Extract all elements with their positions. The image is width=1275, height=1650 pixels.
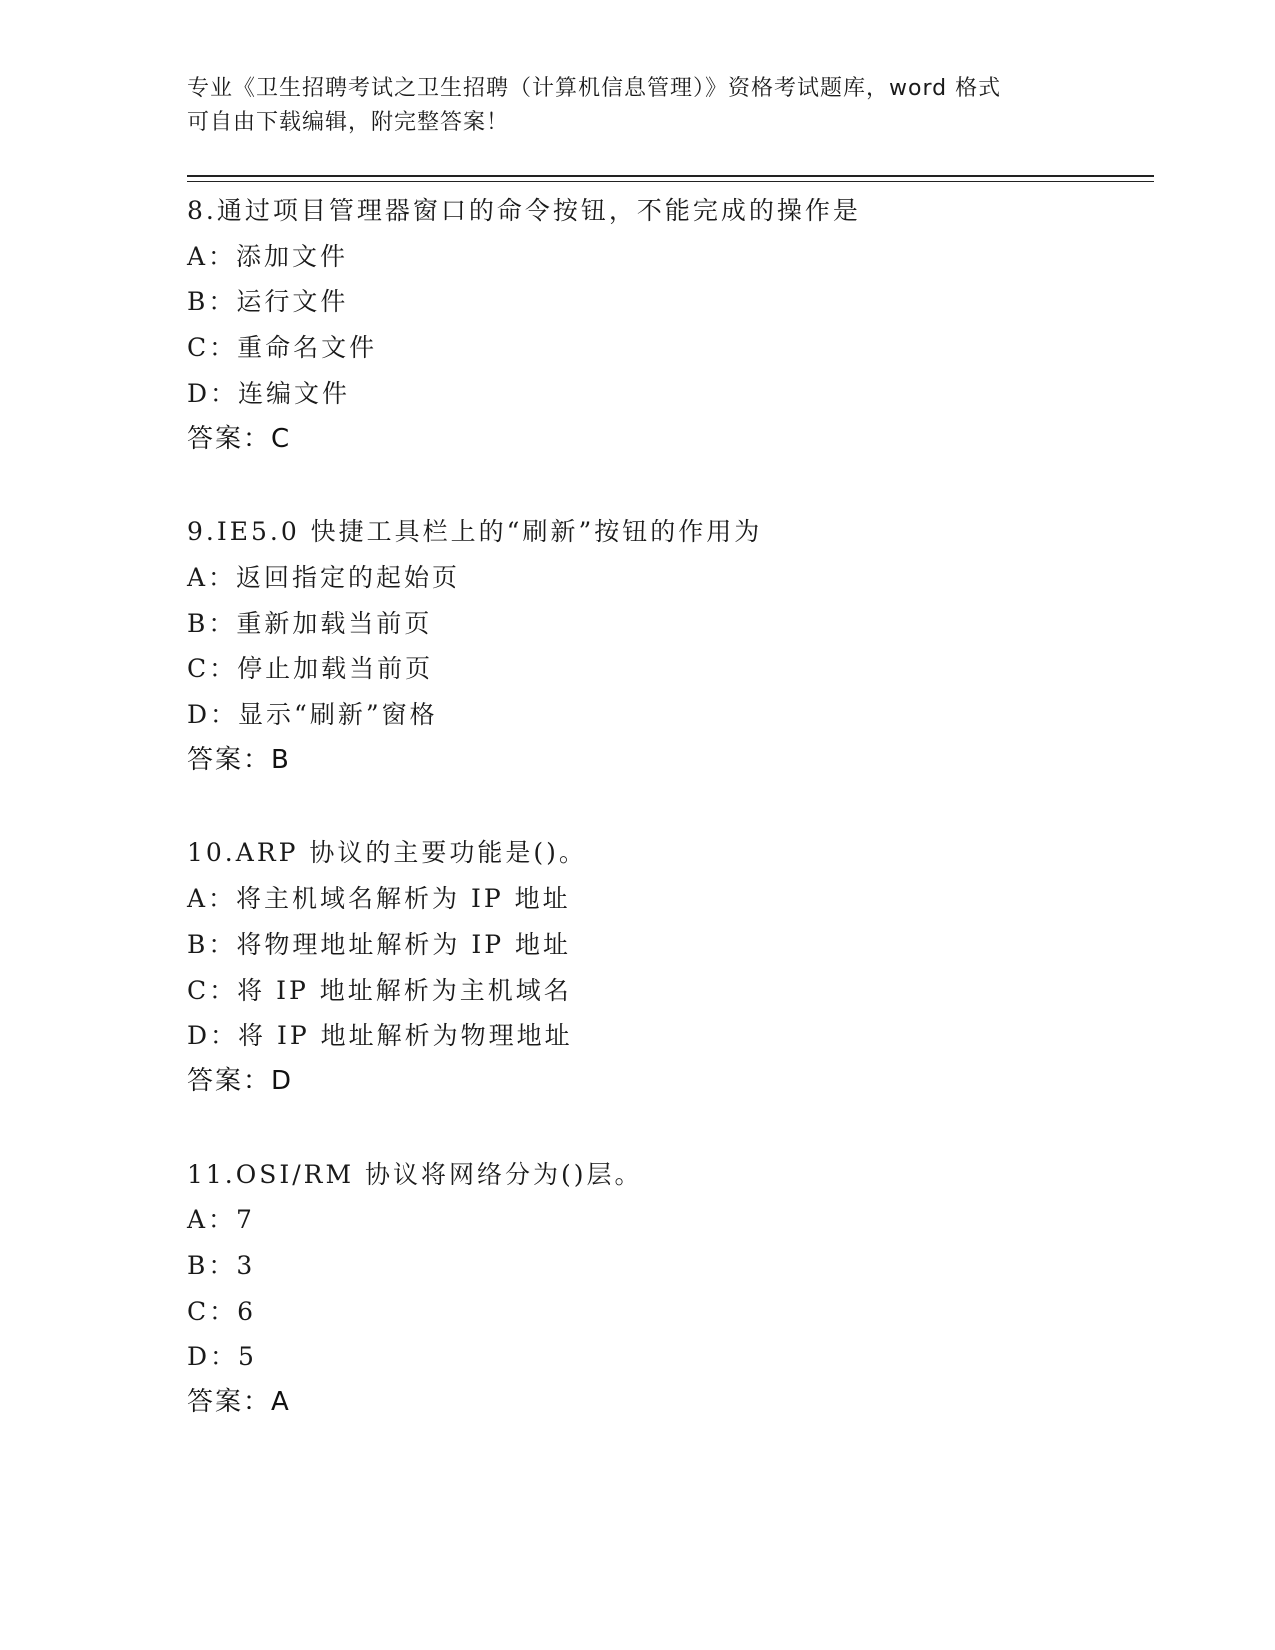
header-divider-thin (187, 181, 1154, 182)
option-b: B：运行文件 (187, 287, 349, 317)
option-a: A：将主机域名解析为 IP 地址 (187, 884, 571, 914)
option-a: A：返回指定的起始页 (187, 562, 461, 592)
question-9 (187, 509, 1147, 783)
option-b: B：将物理地址解析为 IP 地址 (187, 929, 571, 959)
document-header (187, 72, 1087, 140)
answer-label: 答案：C (187, 423, 292, 454)
question-11 (187, 1152, 1147, 1426)
question-8 (187, 188, 1147, 462)
option-a: A：添加文件 (187, 241, 349, 271)
header-line-2: 可自由下载编辑，附完整答案！ (187, 110, 510, 135)
answer-label: 答案：A (187, 1387, 291, 1418)
header-line-1: 专业《卫生招聘考试之卫生招聘（计算机信息管理）》资格考试题库，word 格式 (187, 76, 1002, 101)
question-stem: 11.OSI/RM 协议将网络分为()层。 (187, 1159, 643, 1189)
option-d: D：将 IP 地址解析为物理地址 (187, 1021, 573, 1051)
answer-label: 答案：B (187, 744, 291, 775)
answer-label: 答案：D (187, 1065, 294, 1096)
option-c: C：停止加载当前页 (187, 654, 434, 684)
question-stem: 8.通过项目管理器窗口的命令按钮，不能完成的操作是 (187, 196, 861, 225)
option-a: A：7 (187, 1205, 255, 1235)
question-stem: 10.ARP 协议的主要功能是()。 (187, 838, 587, 868)
option-d: D：5 (187, 1342, 257, 1372)
question-list (187, 188, 1147, 1473)
option-d: D：显示“刷新”窗格 (187, 700, 438, 730)
question-stem: 9.IE5.0 快捷工具栏上的“刷新”按钮的作用为 (187, 517, 763, 547)
option-b: B：重新加载当前页 (187, 608, 433, 638)
question-10 (187, 830, 1147, 1104)
option-b: B：3 (187, 1251, 256, 1281)
option-d: D：连编文件 (187, 378, 351, 408)
header-divider-thick (187, 175, 1154, 177)
option-c: C：重命名文件 (187, 333, 378, 363)
option-c: C：将 IP 地址解析为主机域名 (187, 975, 572, 1005)
option-c: C：6 (187, 1296, 257, 1326)
